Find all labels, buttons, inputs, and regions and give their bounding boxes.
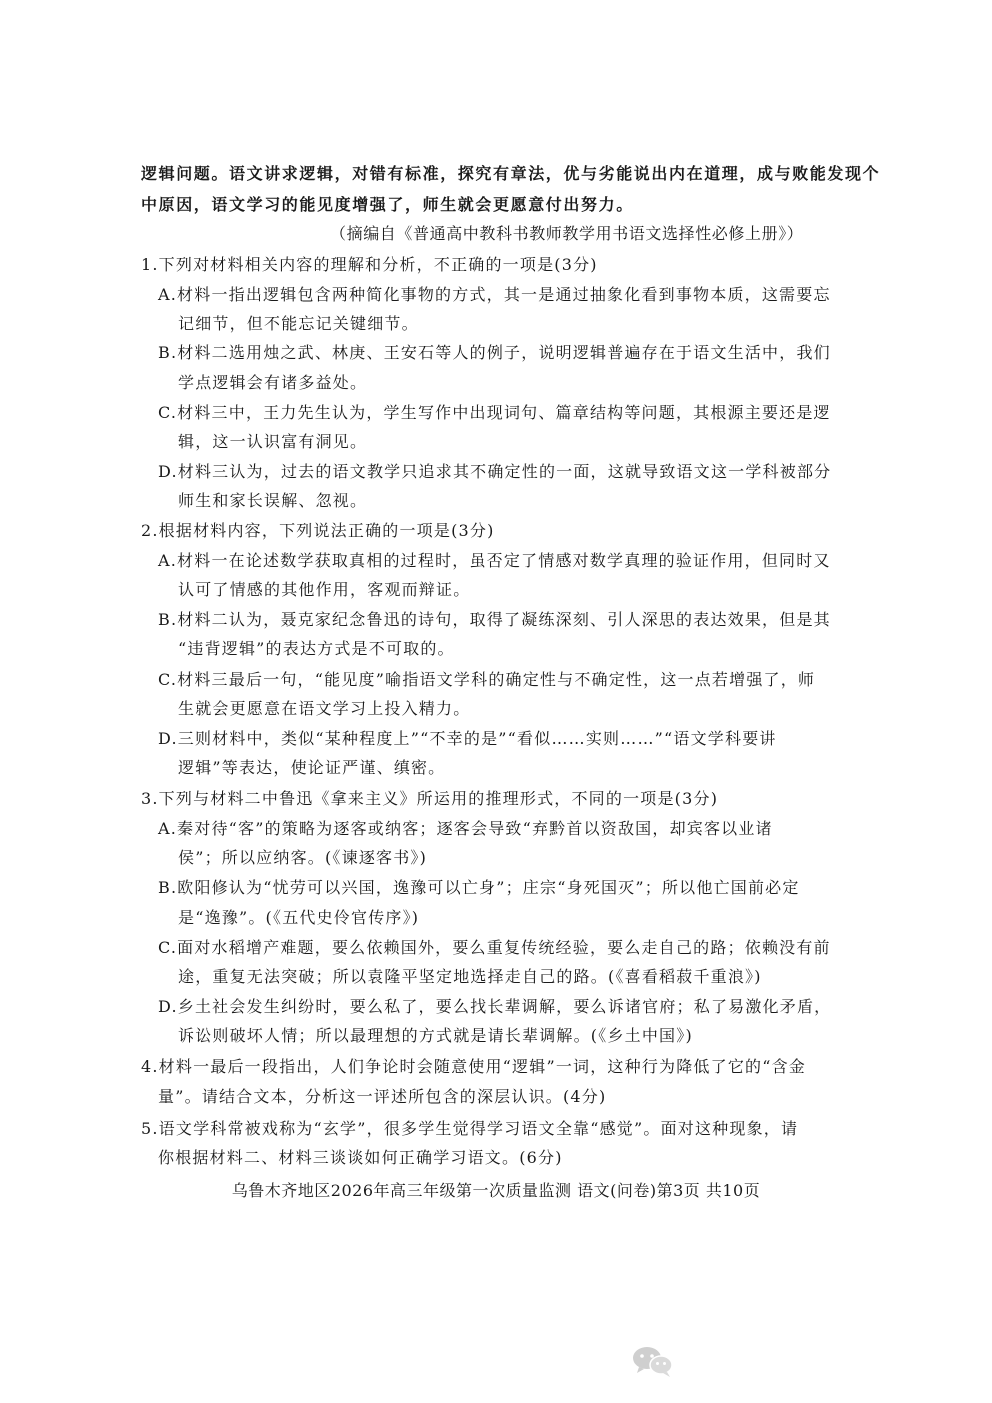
source-citation: （摘编自《普通高中教科书教师教学用书语文选择性必修上册》） (330, 224, 804, 243)
question-2-option-d: D.三则材料中，类似“某种程度上”“不幸的是”“看似……实则……”“语文学科要讲 (158, 729, 777, 748)
question-1-option-b-cont: 学点逻辑会有诸多益处。 (178, 373, 368, 392)
question-3-option-b: B.欧阳修认为“忧劳可以兴国，逸豫可以亡身”；庄宗“身死国灭”；所以他亡国前必定 (158, 878, 800, 897)
question-1-option-c: C.材料三中，王力先生认为，学生写作中出现词句、篇章结构等问题，其根源主要还是逻 (158, 403, 831, 422)
question-3-stem: 3.下列与材料二中鲁迅《拿来主义》所运用的推理形式，不同的一项是(3分) (141, 789, 719, 808)
question-3-option-a: A.秦对待“客”的策略为逐客或纳客；逐客会导致“弃黔首以资敌国，却宾客以业诸 (158, 819, 773, 838)
question-1-option-a-cont: 记细节，但不能忘记关键细节。 (178, 314, 419, 333)
question-4-stem-cont: 量”。请结合文本，分析这一评述所包含的深层认识。(4分) (158, 1087, 607, 1106)
question-1-option-a: A.材料一指出逻辑包含两种简化事物的方式，其一是通过抽象化看到事物本质，这需要忘 (158, 285, 831, 304)
question-2-option-b-cont: “违背逻辑”的表达方式是不可取的。 (178, 639, 455, 658)
question-3-option-c-cont: 途，重复无法突破；所以袁隆平坚定地选择走自己的路。(《喜看稻菽千重浪》) (178, 967, 762, 986)
question-1-option-b: B.材料二选用烛之武、林庚、王安石等人的例子，说明逻辑普遍存在于语文生活中，我们 (158, 343, 831, 362)
page-footer: 乌鲁木齐地区2026年高三年级第一次质量监测 语文(问卷)第3页 共10页 (231, 1181, 761, 1200)
question-2-option-a: A.材料一在论述数学获取真相的过程时，虽否定了情感对数学真理的验证作用，但同时又 (158, 551, 831, 570)
question-2-option-c-cont: 生就会更愿意在语文学习上投入精力。 (178, 699, 471, 718)
wechat-icon (631, 1344, 675, 1378)
question-2-stem: 2.根据材料内容，下列说法正确的一项是(3分) (141, 521, 495, 540)
question-5-stem-cont: 你根据材料二、材料三谈谈如何正确学习语文。(6分) (158, 1148, 563, 1167)
question-2-option-d-cont: 逻辑”等表达，使论证严谨、缜密。 (178, 758, 446, 777)
question-3-option-c: C.面对水稻增产难题，要么依赖国外，要么重复传统经验，要么走自己的路；依赖没有前 (158, 938, 831, 957)
question-2-option-c: C.材料三最后一句，“能见度”喻指语文学科的确定性与不确定性，这一点若增强了，师 (158, 670, 816, 689)
question-1-stem: 1.下列对材料相关内容的理解和分析，不正确的一项是(3分) (141, 255, 598, 274)
question-2-option-b: B.材料二认为，聂克家纪念鲁迅的诗句，取得了凝练深刻、引人深思的表达效果，但是其 (158, 610, 831, 629)
question-3-option-b-cont: 是“逸豫”。(《五代史伶官传序》) (178, 908, 420, 927)
question-1-option-c-cont: 辑，这一认识富有洞见。 (178, 432, 368, 451)
question-3-option-d: D.乡土社会发生纠纷时，要么私了，要么找长辈调解，要么诉诸官府；私了易激化矛盾， (158, 997, 832, 1016)
question-4-stem: 4.材料一最后一段指出，人们争论时会随意使用“逻辑”一词，这种行为降低了它的“含金 (141, 1057, 807, 1076)
question-1-option-d-cont: 师生和家长误解、忽视。 (178, 491, 368, 510)
question-1-option-d: D.材料三认为，过去的语文教学只追求其不确定性的一面，这就导致语文这一学科被部分 (158, 462, 832, 481)
question-2-option-a-cont: 认可了情感的其他作用，客观而辩证。 (178, 580, 471, 599)
question-3-option-d-cont: 诉讼则破坏人情；所以最理想的方式就是请长辈调解。(《乡土中国》) (178, 1026, 693, 1045)
intro-line-1: 逻辑问题。语文讲求逻辑，对错有标准，探究有章法，优与劣能说出内在道理，成与败能发现个 (141, 164, 881, 183)
intro-line-2: 中原因，语文学习的能见度增强了，师生就会更愿意付出努力。 (141, 195, 634, 214)
question-3-option-a-cont: 侯”；所以应纳客。(《谏逐客书》) (178, 848, 428, 867)
question-5-stem: 5.语文学科常被戏称为“玄学”，很多学生觉得学习语文全靠“感觉”。面对这种现象，请 (141, 1119, 799, 1138)
